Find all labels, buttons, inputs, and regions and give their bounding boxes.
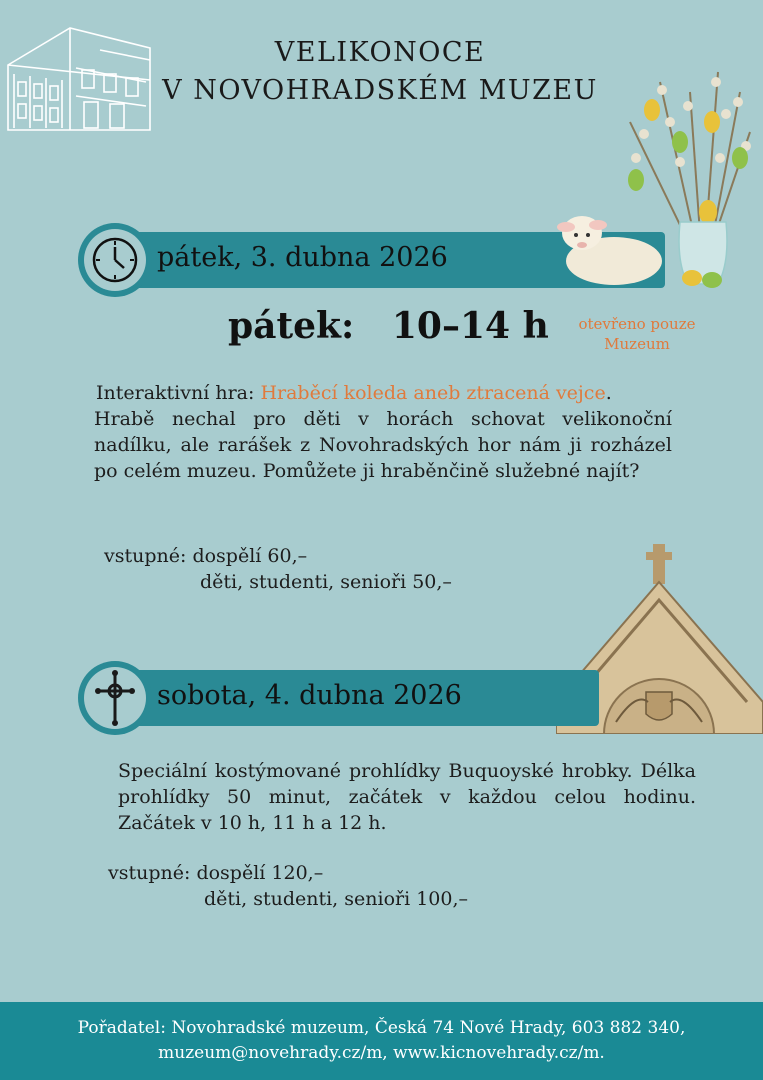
fee-adults: dospělí 60,– [192, 545, 308, 567]
cross-badge [78, 661, 152, 735]
lamb-illustration [552, 205, 672, 291]
saturday-fees [108, 860, 468, 912]
clock-icon [90, 235, 140, 285]
title-line-2: V NOVOHRADSKÉM MUZEU [162, 75, 598, 106]
title-line-1: VELIKONOCE [274, 37, 486, 68]
friday-date: pátek, 3. dubna 2026 [157, 242, 448, 273]
fee-label: vstupné: [104, 545, 193, 567]
friday-description: Hrabě nechal pro děti v horách schovat velikonoční nadílku, ale rarášek z Novohradských hor nám ji rozházel po celém muzeu. Pomůžete ji hraběnčině služebné najít? [94, 408, 672, 482]
footer-line-1: Pořadatel: Novohradské muzeum, Česká 74 Nové Hrady, 603 882 340, [77, 1018, 686, 1038]
fee-reduced: děti, studenti, senioři 50,– [200, 571, 452, 593]
cross-icon [92, 669, 138, 727]
museum-building-illustration [0, 10, 160, 135]
friday-fees [104, 543, 452, 595]
page-title [140, 34, 620, 110]
opening-note [574, 314, 700, 354]
clock-badge [78, 223, 152, 297]
fee-reduced: děti, studenti, senioři 100,– [204, 888, 469, 910]
fee-adults: dospělí 120,– [196, 862, 324, 884]
saturday-date: sobota, 4. dubna 2026 [157, 680, 462, 711]
activity-label: Interaktivní hra: [96, 382, 261, 404]
activity-end: . [605, 382, 612, 404]
activity-name: Hraběcí koleda aneb ztracená vejce [260, 382, 606, 404]
organizer-footer [0, 1002, 763, 1080]
fee-label: vstupné: [108, 862, 197, 884]
time-range: 10–14 h [391, 305, 549, 347]
footer-line-2: muzeum@novehrady.cz/m, www.kicnovehrady.cz/m. [158, 1043, 605, 1063]
friday-activity [94, 380, 672, 484]
friday-opening-time [228, 305, 549, 347]
day-banner-saturday [95, 670, 599, 726]
note-line-1: otevřeno pouze [578, 315, 696, 333]
note-line-2: Muzeum [604, 335, 670, 353]
saturday-description: Speciální kostýmované prohlídky Buquoyské hrobky. Délka prohlídky 50 minut, začátek v každou celou hodinu. Začátek v 10 h, 11 h a 12 h. [118, 760, 696, 834]
time-day-label: pátek: [228, 305, 355, 347]
